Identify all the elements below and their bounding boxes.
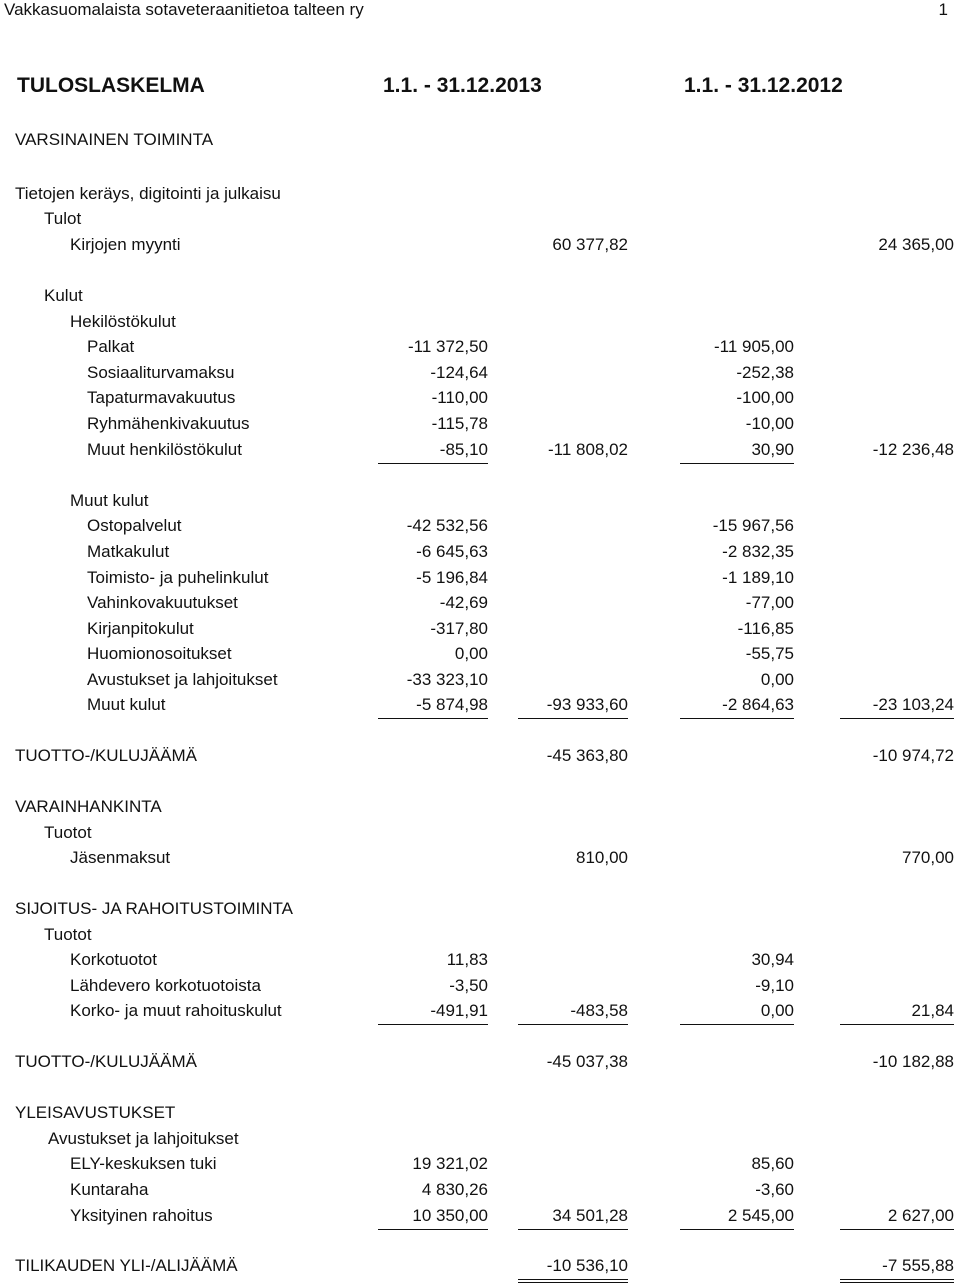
item-2012-value: -2 832,35 <box>722 542 794 561</box>
statement-row <box>0 286 960 308</box>
statement-row <box>0 568 960 590</box>
item-2012-value: -10,00 <box>745 414 794 433</box>
item-2012-value: -55,75 <box>745 644 794 663</box>
item-2012-value: -252,38 <box>736 363 794 382</box>
sum-underline <box>518 1229 628 1230</box>
total-2012-value: 2 627,00 <box>887 1206 954 1225</box>
total-2013-value: -10 536,10 <box>546 1256 628 1275</box>
item-2012-value: 2 545,00 <box>727 1206 794 1225</box>
item-2012-value: -3,60 <box>755 1180 794 1199</box>
item-2013-value: -124,64 <box>430 363 488 382</box>
item-2013-value: -11 372,50 <box>407 337 488 356</box>
sum-underline <box>518 1024 628 1025</box>
row-label: Tulot <box>44 209 82 228</box>
total-2012-value: 24 365,00 <box>878 235 954 254</box>
statement-row <box>0 1103 960 1125</box>
organization-name: Vakkasuomalaista sotaveteraanitietoa talteen ry <box>4 0 364 19</box>
statement-row <box>0 440 960 462</box>
item-2013-value: 0,00 <box>454 644 488 663</box>
period-2012-header: 1.1. - 31.12.2012 <box>684 74 843 97</box>
row-label: Muut kulut <box>87 695 166 714</box>
row-label: Muut kulut <box>70 491 149 510</box>
statement-row <box>0 899 960 921</box>
statement-row <box>0 542 960 564</box>
item-2013-value: -42 532,56 <box>406 516 488 535</box>
item-2013-value: -110,00 <box>431 388 488 407</box>
period-2013-header: 1.1. - 31.12.2013 <box>383 74 542 97</box>
row-label: Kuntaraha <box>70 1180 149 1199</box>
statement-row <box>0 312 960 334</box>
total-2013-value: -45 037,38 <box>546 1052 628 1071</box>
row-label: Muut henkilöstökulut <box>87 440 242 459</box>
total-2013-value: -11 808,02 <box>547 440 628 459</box>
statement-row <box>0 184 960 206</box>
sum-underline <box>840 1229 954 1230</box>
row-label: Ryhmähenkivakuutus <box>87 414 250 433</box>
row-label: Ostopalvelut <box>87 516 182 535</box>
statement-row <box>0 235 960 257</box>
row-label: YLEISAVUSTUKSET <box>15 1103 176 1122</box>
sum-underline <box>378 1024 488 1025</box>
row-label: Palkat <box>87 337 135 356</box>
page-number: 1 <box>938 0 948 19</box>
statement-row <box>0 823 960 845</box>
statement-row <box>0 593 960 615</box>
sum-underline <box>840 718 954 719</box>
item-2012-value: -100,00 <box>736 388 794 407</box>
statement-row <box>0 746 960 768</box>
total-2012-value: -23 103,24 <box>872 695 954 714</box>
row-label: Yksityinen rahoitus <box>70 1206 213 1225</box>
item-2013-value: 4 830,26 <box>421 1180 488 1199</box>
item-2012-value: -11 905,00 <box>713 337 794 356</box>
statement-row <box>0 1129 960 1151</box>
item-2012-value: 85,60 <box>751 1154 794 1173</box>
row-label: Tapaturmavakuutus <box>87 388 236 407</box>
item-2013-value: -5 874,98 <box>416 695 488 714</box>
row-label: Jäsenmaksut <box>70 848 171 867</box>
statement-row <box>0 670 960 692</box>
statement-title: TULOSLASKELMA <box>17 74 205 97</box>
sum-underline <box>680 718 794 719</box>
row-label: VARAINHANKINTA <box>15 797 162 816</box>
total-2012-value: -12 236,48 <box>872 440 954 459</box>
statement-row <box>0 491 960 513</box>
item-2013-value: -85,10 <box>439 440 488 459</box>
sum-underline <box>378 718 488 719</box>
item-2012-value: -2 864,63 <box>722 695 794 714</box>
total-2013-value: -45 363,80 <box>546 746 628 765</box>
row-label: Kirjojen myynti <box>70 235 181 254</box>
statement-row <box>0 1180 960 1202</box>
statement-row <box>0 1256 960 1278</box>
row-label: SIJOITUS- JA RAHOITUSTOIMINTA <box>15 899 294 918</box>
statement-row <box>0 950 960 972</box>
statement-row <box>0 414 960 436</box>
total-2013-value: 34 501,28 <box>552 1206 628 1225</box>
statement-row <box>0 695 960 717</box>
statement-row <box>0 388 960 410</box>
total-2012-value: 21,84 <box>911 1001 954 1020</box>
total-2013-value: 810,00 <box>576 848 628 867</box>
sum-underline <box>518 718 628 719</box>
statement-row <box>0 848 960 870</box>
row-label: Huomionosoitukset <box>87 644 232 663</box>
item-2013-value: -491,91 <box>430 1001 488 1020</box>
statement-row <box>0 516 960 538</box>
statement-row <box>0 1154 960 1176</box>
row-label: Lähdevero korkotuotoista <box>70 976 261 995</box>
double-underline <box>840 1279 954 1283</box>
item-2013-value: 11,83 <box>446 950 488 969</box>
row-label: Kulut <box>44 286 83 305</box>
item-2013-value: 19 321,02 <box>412 1154 488 1173</box>
total-2012-value: -7 555,88 <box>882 1256 954 1275</box>
total-2012-value: -10 182,88 <box>872 1052 954 1071</box>
row-label: Korko- ja muut rahoituskulut <box>70 1001 282 1020</box>
total-2013-value: -483,58 <box>570 1001 628 1020</box>
item-2013-value: -115,78 <box>431 414 488 433</box>
item-2013-value: -5 196,84 <box>416 568 488 587</box>
sum-underline <box>378 463 488 464</box>
item-2012-value: 30,94 <box>751 950 794 969</box>
double-underline <box>518 1279 628 1283</box>
statement-row <box>0 130 960 152</box>
statement-row <box>0 337 960 359</box>
item-2013-value: 10 350,00 <box>412 1206 488 1225</box>
total-2013-value: 60 377,82 <box>552 235 628 254</box>
row-label: Tuotot <box>44 925 92 944</box>
row-label: TUOTTO-/KULUJÄÄMÄ <box>15 746 197 765</box>
statement-row <box>0 976 960 998</box>
total-2013-value: -93 933,60 <box>546 695 628 714</box>
row-label: VARSINAINEN TOIMINTA <box>15 130 214 149</box>
item-2012-value: -9,10 <box>755 976 794 995</box>
statement-row <box>0 1052 960 1074</box>
total-2012-value: -10 974,72 <box>872 746 954 765</box>
row-label: Kirjanpitokulut <box>87 619 194 638</box>
row-label: Korkotuotot <box>70 950 157 969</box>
row-label: Tietojen keräys, digitointi ja julkaisu <box>15 184 281 203</box>
sum-underline <box>680 1024 794 1025</box>
row-label: Toimisto- ja puhelinkulut <box>87 568 269 587</box>
item-2012-value: 0,00 <box>760 670 794 689</box>
item-2013-value: -3,50 <box>449 976 488 995</box>
item-2013-value: -317,80 <box>430 619 488 638</box>
row-label: Matkakulut <box>87 542 170 561</box>
statement-row <box>0 363 960 385</box>
sum-underline <box>378 1229 488 1230</box>
row-label: Avustukset ja lahjoitukset <box>48 1129 239 1148</box>
item-2012-value: 0,00 <box>760 1001 794 1020</box>
statement-row <box>0 1001 960 1023</box>
item-2013-value: -42,69 <box>439 593 488 612</box>
item-2012-value: 30,90 <box>751 440 794 459</box>
sum-underline <box>840 1024 954 1025</box>
sum-underline <box>680 1229 794 1230</box>
row-label: TILIKAUDEN YLI-/ALIJÄÄMÄ <box>15 1256 238 1275</box>
statement-row <box>0 925 960 947</box>
row-label: Sosiaaliturvamaksu <box>87 363 235 382</box>
item-2013-value: -6 645,63 <box>416 542 488 561</box>
row-label: Tuotot <box>44 823 92 842</box>
row-label: Avustukset ja lahjoitukset <box>87 670 278 689</box>
row-label: ELY-keskuksen tuki <box>70 1154 217 1173</box>
statement-row <box>0 619 960 641</box>
item-2013-value: -33 323,10 <box>406 670 488 689</box>
statement-row <box>0 209 960 231</box>
item-2012-value: -15 967,56 <box>712 516 794 535</box>
item-2012-value: -1 189,10 <box>722 568 794 587</box>
row-label: Vahinkovakuutukset <box>87 593 238 612</box>
statement-row <box>0 644 960 666</box>
item-2012-value: -116,85 <box>737 619 794 638</box>
sum-underline <box>680 463 794 464</box>
statement-row <box>0 1206 960 1228</box>
row-label: TUOTTO-/KULUJÄÄMÄ <box>15 1052 197 1071</box>
item-2012-value: -77,00 <box>745 593 794 612</box>
row-label: Hekilöstökulut <box>70 312 176 331</box>
statement-row <box>0 797 960 819</box>
total-2012-value: 770,00 <box>902 848 954 867</box>
